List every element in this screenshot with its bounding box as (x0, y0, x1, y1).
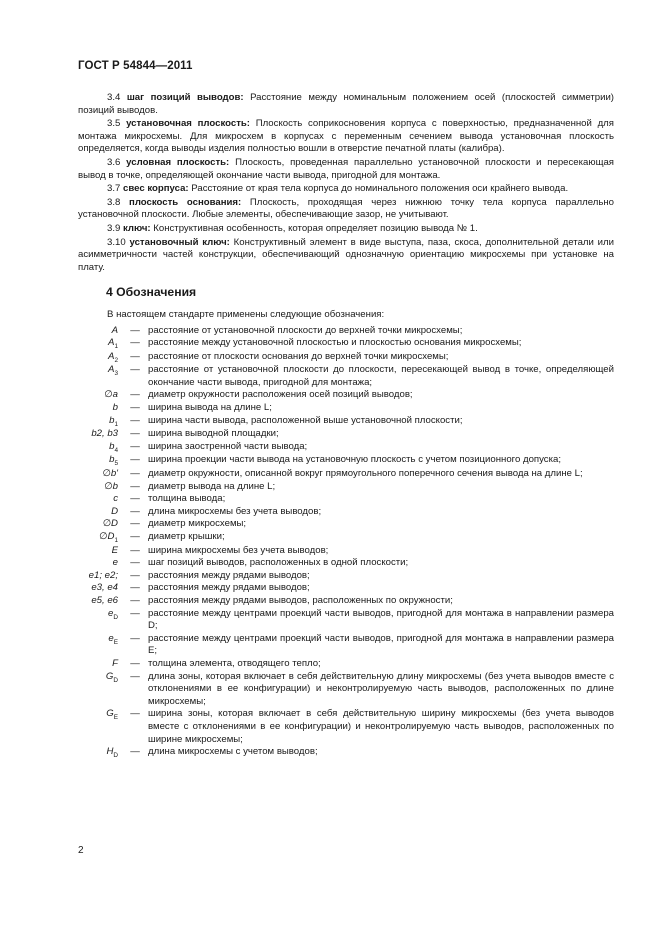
notation-symbol-subscript: E (113, 638, 118, 646)
standard-header: ГОСТ Р 54844—2011 (78, 60, 193, 72)
notation-dash: — (130, 480, 140, 492)
definition-text: Плоскость, проходящая через нижнюю точку тела корпуса параллельно установочной плоскости. Любые элементы, обеспечивающие зазор, не учитывают. (78, 196, 614, 221)
definition-text: Расстояние между номинальным положением осей (плоскостей симметрии) позиций выводов. (78, 92, 615, 116)
notation-dash: — (130, 505, 140, 517)
notation-symbol (78, 518, 122, 531)
definition-paragraph (78, 237, 614, 275)
notation-dash: — (130, 454, 140, 466)
notation-symbol-main: ∅a (104, 389, 118, 401)
notation-symbol-main: E (111, 544, 118, 556)
definition-term: шаг позиций выводов: (126, 92, 244, 103)
notation-dash: — (130, 582, 140, 594)
notation-dash: — (130, 557, 140, 569)
notation-symbol (78, 658, 122, 671)
definition-term: условная плоскость: (126, 156, 230, 168)
definition-number: 3.7 (107, 183, 121, 195)
notation-dash: — (130, 518, 140, 530)
notation-description: расстояние от установочной плоскости до верхней точки микросхемы; (148, 324, 463, 336)
notation-symbol (78, 364, 122, 389)
notation-symbol-main: e5, e6 (91, 594, 118, 606)
notation-symbol (78, 389, 122, 402)
notation-symbol (78, 441, 122, 455)
notation-dash: — (130, 657, 140, 669)
notation-description: диаметр окружности, описанной вокруг прямоугольного поперечного сечения вывода на длине L; (148, 468, 583, 480)
notation-dash: — (130, 594, 140, 606)
notation-dash: — (130, 632, 140, 644)
notation-symbol-subscript: E (113, 714, 118, 722)
definition-term: ключ: (123, 222, 151, 234)
definition-text: Плоскость соприкосновения корпуса с поверхностью, предназначенной для монтажа микросхемы. Для микросхем в корпусах с переменным сечением вывода установочная плоскость определяется, когда выводы изделия полностью вошли в отверстие печатной платы (калибра). (78, 118, 614, 155)
section-intro: В настоящем стандарте применены следующие обозначения: (107, 308, 385, 320)
notation-symbol (78, 454, 122, 468)
notation-symbol-main: c (113, 493, 118, 505)
notation-symbol-subscript: 2 (114, 356, 118, 364)
notation-description: расстояние между установочной плоскостью и плоскостью основания микросхемы; (148, 337, 522, 349)
notation-symbol (78, 633, 122, 658)
notation-dash: — (130, 569, 140, 581)
notation-dash: — (130, 708, 140, 720)
notation-symbol-subscript: 1 (114, 343, 118, 351)
notation-symbol-main: A (111, 324, 118, 336)
notation-symbol-subscript: 1 (114, 537, 118, 544)
notation-symbol-main: ∅b (104, 480, 118, 492)
definition-paragraph (78, 157, 614, 182)
definition-number: 3.6 (107, 156, 121, 168)
notation-symbol-main: F (112, 657, 118, 669)
notation-symbol-subscript: D (113, 676, 118, 684)
notation-symbol (78, 531, 122, 545)
notation-description: шаг позиций выводов, расположенных в одной плоскости; (148, 557, 409, 569)
notation-description: расстояния между рядами выводов; (148, 569, 310, 581)
notation-symbol (78, 582, 122, 595)
notation-dash: — (130, 468, 140, 480)
notation-symbol (78, 671, 122, 709)
notation-description: расстояния между рядами выводов, расположенных по окружности; (148, 594, 453, 606)
notation-dash: — (130, 531, 140, 542)
notation-description: ширина части вывода, расположенной выше установочной плоскости; (148, 414, 463, 426)
notation-dash: — (130, 364, 140, 376)
notation-description: ширина зоны, которая включает в себя действительную ширину микросхемы (без учета выводов вместе с отклонениями в ее конфигурации) и неконтролируемую часть выводов, расположенных по ширине микросхемы; (148, 708, 614, 745)
notation-dash: — (130, 746, 140, 758)
definition-text: Конструктивный элемент в виде выступа, паза, скоса, дополнительной детали или асимметричности частей конструкции, обеспечивающий однозначную ориентацию микросхемы при установке на плату. (78, 236, 614, 273)
notation-symbol (78, 337, 122, 351)
notation-list (78, 325, 614, 760)
definitions-block (78, 92, 614, 274)
notation-symbol-main: A (108, 337, 115, 349)
notation-symbol-main: ∅b' (102, 468, 118, 480)
notation-symbol-subscript: 3 (114, 370, 118, 378)
notation-symbol-main: e (108, 632, 114, 644)
definition-paragraph (78, 223, 614, 236)
section-title: 4 Обозначения (106, 285, 197, 300)
notation-description: толщина элемента, отводящего тепло; (148, 657, 321, 669)
notation-symbol-subscript: 5 (114, 460, 118, 468)
notation-description: ширина микросхемы без учета выводов; (148, 544, 329, 556)
definition-number: 3.4 (107, 92, 121, 103)
notation-symbol-subscript: 4 (114, 446, 118, 454)
notation-description: ширина заостренной части вывода; (148, 440, 308, 452)
notation-description: диаметр вывода на длине L; (148, 480, 276, 492)
definition-paragraph (78, 197, 614, 222)
notation-symbol-main: ∅D (102, 518, 118, 530)
page-number: 2 (78, 845, 84, 856)
notation-symbol (78, 557, 122, 570)
notation-symbol (78, 325, 122, 338)
notation-description: диаметр окружности расположения осей позиций выводов; (148, 389, 413, 401)
notation-symbol-subscript: D (113, 752, 118, 760)
definition-number: 3.10 (107, 236, 126, 248)
notation-symbol-main: D (111, 505, 118, 517)
notation-symbol-main: G (105, 670, 114, 682)
definition-paragraph (78, 183, 614, 196)
notation-symbol-main: b (109, 440, 115, 452)
notation-symbol (78, 415, 122, 429)
notation-dash: — (130, 350, 140, 362)
definition-number: 3.5 (107, 118, 121, 130)
notation-dash: — (130, 493, 140, 505)
definition-paragraph (78, 118, 614, 156)
notation-symbol (78, 468, 122, 481)
definition-text: Расстояние от края тела корпуса до номинального положения оси крайнего вывода. (188, 183, 569, 195)
notation-dash: — (130, 544, 140, 556)
notation-symbol-main: b (109, 414, 115, 426)
page-content (78, 92, 614, 760)
notation-symbol (78, 428, 122, 441)
notation-symbol-main: e (108, 607, 114, 619)
notation-symbol (78, 746, 122, 760)
notation-description: толщина вывода; (148, 493, 226, 505)
definition-number: 3.8 (107, 196, 121, 208)
notation-symbol (78, 351, 122, 365)
notation-description: расстояние между центрами проекций части выводов, пригодной для монтажа в направлении размера D; (148, 607, 614, 632)
notation-symbol-main: e1; e2; (88, 569, 118, 581)
notation-symbol-main: b (112, 402, 118, 414)
definition-term: плоскость основания: (129, 196, 242, 208)
notation-description: ширина проекции части вывода на установочную плоскость с учетом позиционного допуска; (148, 454, 561, 466)
notation-symbol-main: H (106, 746, 114, 758)
notation-description: длина микросхемы без учета выводов; (148, 505, 322, 517)
notation-symbol-main: G (106, 708, 114, 720)
definition-term: свес корпуса: (123, 183, 189, 195)
definition-term: установочный ключ: (129, 236, 230, 248)
notation-description: длина микросхемы с учетом выводов; (148, 746, 318, 758)
notation-symbol (78, 481, 122, 494)
notation-symbol (78, 608, 122, 633)
notation-symbol (78, 595, 122, 608)
notation-description: диаметр микросхемы; (148, 518, 247, 530)
notation-dash: — (130, 402, 140, 414)
notation-dash: — (130, 389, 140, 401)
definition-paragraph (78, 92, 614, 117)
notation-symbol (78, 402, 122, 415)
notation-dash: — (130, 440, 140, 452)
notation-description: расстояние от установочной плоскости до плоскости, пересекающей вывод в точке, определяющей окончание части вывода, пригодной для монтажа; (148, 364, 614, 388)
notation-symbol-main: b2, b3 (91, 428, 118, 440)
notation-symbol-main: e3, e4 (91, 582, 118, 594)
notation-symbol-main: A (108, 350, 115, 362)
notation-description: расстояния между рядами выводов; (148, 582, 310, 594)
notation-description: диаметр крышки; (148, 531, 225, 542)
notation-description: расстояние между центрами проекций части выводов, пригодной для монтажа в направлении размера E; (148, 632, 614, 657)
definition-term: установочная плоскость: (126, 118, 250, 130)
notation-symbol (78, 545, 122, 558)
notation-symbol (78, 506, 122, 519)
notation-dash: — (130, 414, 140, 426)
notation-symbol (78, 493, 122, 506)
notation-symbol-main: e (112, 557, 118, 569)
notation-dash: — (130, 324, 140, 336)
notation-symbol (78, 570, 122, 583)
notation-dash: — (130, 607, 140, 619)
notation-symbol-main: b (109, 454, 115, 466)
definition-number: 3.9 (107, 222, 121, 234)
notation-symbol-subscript: D (113, 613, 118, 621)
notation-dash: — (130, 670, 140, 682)
notation-symbol-main: A (108, 364, 115, 376)
notation-symbol-main: ∅D (99, 531, 115, 542)
definition-text: Плоскость, проведенная параллельно установочной плоскости и пересекающая вывод в точке, определяющей окончание части вывода, пригодной для монтажа. (78, 156, 615, 181)
notation-symbol-subscript: 1 (114, 420, 118, 428)
notation-description: расстояние от плоскости основания до верхней точки микросхемы; (148, 350, 449, 362)
notation-dash: — (130, 428, 140, 440)
notation-description: ширина вывода на длине L; (148, 402, 272, 414)
definition-text: Конструктивная особенность, которая определяет позицию вывода № 1. (150, 222, 478, 234)
notation-symbol (78, 708, 122, 746)
notation-dash: — (130, 337, 140, 349)
notation-description: длина зоны, которая включает в себя действительную длину микросхемы (без учета выводов вместе с отклонениями в ее конфигурации) и неконтролируемую часть выводов, расположенных по длине микросхемы; (148, 670, 614, 707)
notation-description: ширина выводной площадки; (148, 428, 279, 440)
